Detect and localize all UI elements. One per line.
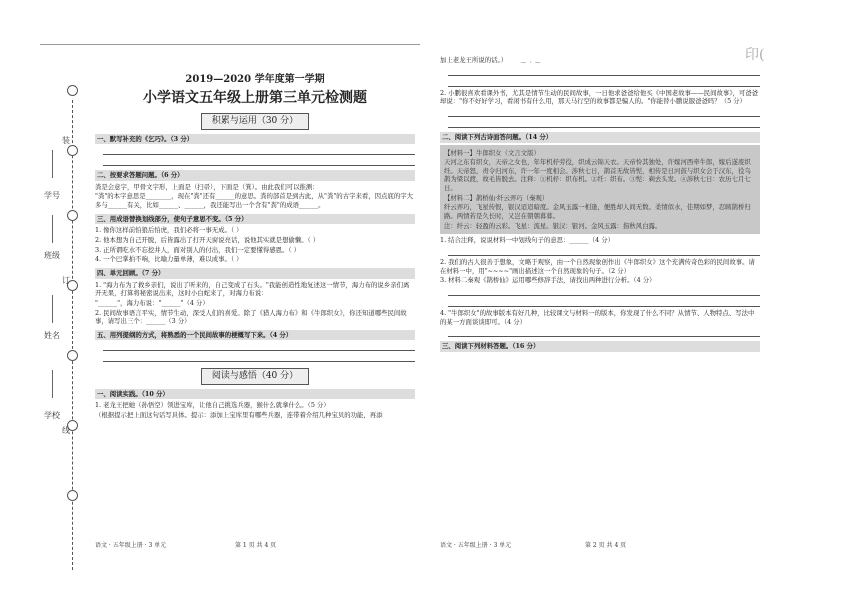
question-heading: 三、用成语替换划线部分，使句子意思不变。（5 分） bbox=[95, 214, 415, 225]
question-heading: 四、单元回顾。（7 分） bbox=[95, 268, 415, 279]
question-text: 2. 我们的古人很善于想象，文略于观察，由一个自然现象创作出《牛郎织女》这个充满传奇色彩的民间故事。请在材料一中，用"~~~~"画出描述这一个自然现象的句子。（2 分） bbox=[440, 257, 755, 275]
question-item: 3. 正所谓吃水不忘挖井人，面对别人的付出，我们一定要懂得感恩。（ ） bbox=[95, 245, 301, 254]
question-heading: 五、用列提纲的方式，将熟悉的一个民间故事的梗概写下来。（4 分） bbox=[95, 330, 415, 341]
reading-passage bbox=[440, 145, 760, 235]
margin-mark: 线 bbox=[62, 426, 70, 435]
material-title: 【材料二】鹊桥仙·纤云弄巧（秦观） bbox=[444, 193, 549, 202]
section-heading bbox=[95, 113, 415, 129]
question-text: "粪"的本字意思是________，现在"粪"还有______的意思。粪的部首是到古此，从"粪"的古字来看，因点底的字大多与______有关，比如______、______，我还能写出一个含有"粪"的成语______。 bbox=[95, 192, 413, 210]
answer-line[interactable] bbox=[448, 108, 760, 117]
top-rule bbox=[40, 44, 420, 45]
answer-line[interactable] bbox=[103, 146, 415, 155]
binding-hole bbox=[67, 490, 78, 501]
margin-label-id: 学号 bbox=[44, 191, 60, 200]
scribble-mark: ~ · ~ bbox=[520, 58, 542, 67]
question-text: （根据提示把上面这句话写具体。提示：添加上宝库里有哪些兵器，连带着介绍几种宝贝的功能，再添 bbox=[95, 410, 383, 419]
question-heading: 二、阅读下列古诗面答问题。（14 分） bbox=[440, 132, 760, 143]
margin-label-school: 学校 bbox=[44, 411, 60, 420]
question-text: 加上老龙王所说的话。） bbox=[440, 56, 508, 64]
answer-line[interactable] bbox=[448, 119, 760, 128]
section-reading: 阅读与感悟（40 分） bbox=[201, 368, 309, 384]
margin-label-name: 姓名 bbox=[44, 331, 60, 340]
question-heading: 二、按要求答题问题。（6 分） bbox=[95, 170, 415, 181]
footer-page-left: 第 1 页 共 4 页 bbox=[235, 542, 277, 549]
margin-field-line bbox=[52, 370, 53, 398]
material-title: 【材料一】牛郎织女（文言文版） bbox=[444, 148, 540, 157]
material-note: 注：纤云：轻盈的云彩。飞星：流星。银汉：银河。金风玉露：指秋风白露。 bbox=[444, 221, 662, 230]
section-heading bbox=[95, 368, 415, 384]
question-text: 粪是会意字，甲骨文字形，上面是（扫帚），下面是（箕）。由此我们可以推测： bbox=[95, 182, 319, 191]
left-column bbox=[95, 55, 415, 420]
question-item: 1. 像你这样前怕狼后怕虎，我们必将一事无成。（ ） bbox=[95, 226, 243, 235]
binding-hole bbox=[67, 210, 78, 221]
binding-margin bbox=[0, 40, 88, 560]
stamp-mark: 印( bbox=[745, 47, 765, 63]
footer-subject-right: 语文 · 五年级上册 · 3 单元 bbox=[440, 542, 512, 549]
answer-line[interactable] bbox=[448, 328, 760, 337]
question-text: 1. 老龙王把她（孙悟空）领进宝库，让他自己挑选兵器，猴什么就拿什么。（5 分） bbox=[95, 401, 330, 410]
question-text: 1. "海力布为了救乡亲们，说出了听来的，自己变成了石头。"我能创造性地复述这一情节，海力布的说乡亲们离开无果，打算将秘密说出来，这时小白蛇来了，对海力布说： bbox=[95, 280, 410, 298]
question-heading: 一、默写补充的《乞巧》。（3 分） bbox=[95, 134, 415, 145]
margin-field-line bbox=[52, 295, 53, 323]
binding-hole bbox=[67, 85, 78, 96]
answer-line[interactable] bbox=[448, 67, 760, 76]
question-item: 4. 一个巴掌拍不响，比喻力量单薄，难以成事。（ ） bbox=[95, 255, 243, 264]
answer-line[interactable] bbox=[448, 298, 760, 307]
question-heading: 一、阅读实践。（10 分） bbox=[95, 389, 415, 400]
footer-subject-left: 语文 · 五年级上册 · 3 单元 bbox=[95, 542, 167, 549]
margin-mark: 订 bbox=[62, 276, 70, 285]
margin-field-line bbox=[52, 215, 53, 243]
section-accumulate: 积累与运用（30 分） bbox=[201, 113, 309, 129]
question-heading: 三、阅读下列材料答题。（16 分） bbox=[440, 341, 760, 352]
question-item: 2. 他本想为自己开脱，后皆露出了打开天窗说亮话，说他其实就是想偷懒。（ ） bbox=[95, 236, 320, 245]
answer-line[interactable] bbox=[448, 78, 760, 87]
question-text: 1. 结合注释，说说材料一中划线句子的意思：______（4 分） bbox=[440, 236, 614, 245]
footer-page-right: 第 2 页 共 4 页 bbox=[585, 542, 627, 549]
answer-line[interactable] bbox=[103, 157, 415, 166]
question-text: 3. 材料二秦观《鹊桥仙》运用哪些修辞手法，请找出两种进行分析。（4 分） bbox=[440, 276, 656, 285]
margin-field-line bbox=[52, 150, 53, 178]
answer-line[interactable] bbox=[103, 353, 415, 362]
material-text: 天河之东有织女，天帝之女也，年年机杼劳役，织成云锦天衣。天帝怜其独处，许嫁河西牵牛郎，嫁后遂废织纴。天帝怒，责令归河东，许一年一度相会。涉秋七日，鹊首无故皆髡，相传是日河鼓与织女会于汉东，役乌鹊为梁以渡，故毛皆脱去。注释：①机杼：织布机。②纴：织布。③髡：剃去头发。④涉秋七日：农历七月七日。 bbox=[444, 158, 751, 193]
binding-hole bbox=[67, 350, 78, 361]
exam-title: 小学语文五年级上册第三单元检测题 bbox=[143, 89, 367, 106]
question-text: "______"，海力布说："______"（4 分） bbox=[95, 298, 209, 307]
question-text: 2. 小鹏很喜欢看课外书，尤其是情节生动的民间故事，一日他求爸爸给他买《中国老故事——民间故事》，可爸爸却说："你不好好学习，看闲书有什么用，那天马行空的故事都是骗人的。"你能替小鹏说服爸爸吗？（5 分） bbox=[440, 88, 759, 106]
question-text: 4. "牛郎织女"的故事版本有好几种，比较课文与材料一的版本，你发现了什么不同？从情节、人物特点、写法中的某一方面谈谈即可。（4 分） bbox=[440, 308, 755, 326]
margin-mark: 装 bbox=[62, 136, 70, 145]
binding-hole bbox=[67, 145, 78, 156]
question-text: 2. 民间故事语言平实，情节生动，深受人们的喜爱。除了《猎人海力布》和《牛郎织女》，你还知道哪些民间故事，请写出三个：______（3 分） bbox=[95, 308, 407, 326]
exam-year: 2019—2020 学年度第一学期 bbox=[185, 74, 325, 85]
answer-line[interactable] bbox=[448, 247, 760, 256]
margin-label-class: 班级 bbox=[44, 251, 60, 260]
right-column bbox=[440, 55, 760, 354]
material-text: 纤云弄巧，飞星传恨，银汉迢迢暗度。金风玉露一相逢，便胜却人间无数。柔情似水，佳期如梦，忍顾鹊桥归路。两情若是久长时，又岂在朝朝暮暮。 bbox=[444, 203, 751, 221]
answer-line[interactable] bbox=[448, 287, 760, 296]
answer-line[interactable] bbox=[103, 342, 415, 351]
